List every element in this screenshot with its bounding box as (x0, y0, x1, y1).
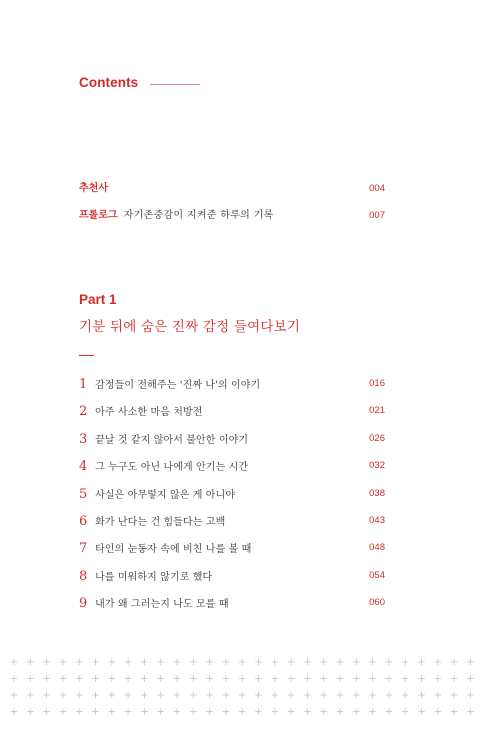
plus-icon (60, 708, 66, 714)
plus-icon (190, 675, 196, 681)
chapter-number: 3 (79, 431, 88, 447)
chapter-item[interactable] (79, 593, 385, 620)
plus-icon (92, 692, 98, 698)
plus-icon (321, 659, 327, 665)
plus-icon (43, 692, 49, 698)
plus-icon (239, 692, 245, 698)
chapter-title: 감정들이 전해주는 '진짜 나'의 이야기 (95, 380, 261, 391)
plus-icon (418, 659, 424, 665)
plus-icon (321, 675, 327, 681)
chapter-title: 나를 미워하지 않기로 했다 (95, 571, 213, 583)
chapter-title: 화가 난다는 건 힘들다는 고백 (95, 516, 226, 528)
plus-icon (60, 675, 66, 681)
chapter-title: 아주 사소한 마음 처방전 (95, 407, 203, 419)
front-matter-label: 프롤로그 (79, 210, 118, 221)
plus-icon (11, 692, 17, 698)
plus-icon (239, 659, 245, 665)
plus-icon (321, 708, 327, 714)
plus-icon (288, 659, 294, 665)
plus-icon (402, 675, 408, 681)
plus-icon (174, 675, 180, 681)
front-matter-page: 004 (369, 183, 385, 194)
plus-icon (386, 708, 392, 714)
plus-icon (125, 675, 131, 681)
plus-icon (402, 708, 408, 714)
plus-icon (467, 692, 473, 698)
chapter-item[interactable] (79, 429, 385, 456)
chapter-number: 8 (79, 568, 88, 584)
plus-icon (272, 692, 278, 698)
plus-icon (109, 659, 115, 665)
plus-icon (92, 708, 98, 714)
plus-icon (272, 675, 278, 681)
plus-icon (92, 675, 98, 681)
plus-icon (109, 708, 115, 714)
chapter-title: 내가 왜 그러는지 나도 모를 때 (95, 599, 229, 611)
plus-icon (288, 692, 294, 698)
chapter-item[interactable] (79, 566, 385, 593)
plus-icon (435, 708, 441, 714)
plus-icon (27, 675, 33, 681)
contents-title: Contents (79, 75, 139, 90)
chapter-number: 2 (79, 404, 88, 420)
plus-icon (223, 708, 229, 714)
chapter-number: 6 (79, 513, 88, 529)
front-matter-label: 추천사 (79, 183, 108, 194)
plus-icon (109, 675, 115, 681)
chapter-page: 054 (369, 569, 385, 581)
plus-icon (304, 692, 310, 698)
plus-icon (11, 659, 17, 665)
chapter-list (79, 374, 385, 621)
plus-icon (369, 675, 375, 681)
plus-icon (386, 692, 392, 698)
plus-icon (174, 692, 180, 698)
chapter-page: 038 (369, 487, 385, 499)
plus-icon (190, 659, 196, 665)
plus-icon (206, 692, 212, 698)
plus-icon (43, 675, 49, 681)
plus-icon (239, 675, 245, 681)
plus-icon (27, 708, 33, 714)
plus-icon (206, 675, 212, 681)
plus-icon (43, 708, 49, 714)
chapter-item[interactable] (79, 401, 385, 428)
plus-icon (386, 659, 392, 665)
plus-icon (76, 708, 82, 714)
chapter-page: 021 (369, 405, 385, 417)
plus-icon (418, 708, 424, 714)
plus-icon (141, 659, 147, 665)
plus-icon (158, 659, 164, 665)
part-title: 기분 뒤에 숨은 진짜 감정 들여다보기 (79, 319, 301, 335)
plus-icon (174, 659, 180, 665)
plus-icon (141, 708, 147, 714)
plus-icon (337, 675, 343, 681)
plus-icon (337, 659, 343, 665)
chapter-page: 032 (369, 460, 385, 472)
plus-icon (27, 692, 33, 698)
plus-icon (92, 659, 98, 665)
part-divider (79, 355, 94, 356)
plus-icon (76, 659, 82, 665)
plus-icon (223, 692, 229, 698)
plus-icon (27, 659, 33, 665)
chapter-page: 048 (369, 542, 385, 554)
plus-icon (255, 708, 261, 714)
plus-icon (288, 708, 294, 714)
chapter-page: 060 (369, 597, 385, 609)
plus-icon (255, 692, 261, 698)
plus-icon (174, 708, 180, 714)
contents-divider (150, 84, 200, 85)
plus-icon (337, 708, 343, 714)
chapter-title: 끝날 것 같지 않아서 불안한 이야기 (95, 434, 249, 446)
chapter-item[interactable] (79, 538, 385, 565)
chapter-number: 9 (79, 596, 88, 612)
chapter-page: 043 (369, 514, 385, 526)
plus-icon (272, 708, 278, 714)
plus-icon (288, 675, 294, 681)
plus-icon (467, 659, 473, 665)
plus-icon (109, 692, 115, 698)
plus-icon (239, 708, 245, 714)
chapter-title: 사실은 아무렇지 않은 게 아니야 (95, 489, 236, 501)
plus-icon (11, 675, 17, 681)
front-matter-page: 007 (369, 210, 385, 221)
plus-icon (206, 708, 212, 714)
plus-icon (418, 692, 424, 698)
plus-icon (125, 659, 131, 665)
plus-icon (467, 708, 473, 714)
chapter-item[interactable] (79, 484, 385, 511)
part-label: Part 1 (79, 292, 117, 307)
plus-icon (451, 708, 457, 714)
chapter-item[interactable] (79, 374, 385, 401)
plus-icon (190, 692, 196, 698)
plus-icon (451, 675, 457, 681)
plus-icon (60, 659, 66, 665)
chapter-number: 4 (79, 459, 88, 475)
plus-icon (435, 659, 441, 665)
chapter-title: 그 누구도 아닌 나에게 안기는 시간 (95, 462, 249, 474)
chapter-page: 026 (369, 432, 385, 444)
plus-pattern-decoration (0, 654, 500, 720)
front-matter-recommendation[interactable] (79, 181, 385, 197)
plus-icon (255, 675, 261, 681)
plus-icon (304, 675, 310, 681)
plus-icon (125, 692, 131, 698)
plus-icon (386, 675, 392, 681)
plus-icon (158, 675, 164, 681)
plus-icon (76, 692, 82, 698)
front-matter-text: 자기존중감이 지켜준 하루의 기록 (123, 210, 274, 221)
chapter-number: 7 (79, 541, 88, 557)
plus-icon (60, 692, 66, 698)
chapter-item[interactable] (79, 456, 385, 483)
plus-icon (467, 675, 473, 681)
plus-icon (223, 675, 229, 681)
plus-icon (337, 692, 343, 698)
plus-icon (255, 659, 261, 665)
plus-icon (369, 708, 375, 714)
plus-icon (304, 708, 310, 714)
chapter-number: 1 (79, 377, 88, 392)
plus-icon (141, 692, 147, 698)
plus-icon (369, 659, 375, 665)
plus-icon (304, 659, 310, 665)
plus-icon (158, 708, 164, 714)
plus-icon (353, 675, 359, 681)
front-matter-prologue[interactable] (79, 208, 385, 224)
chapter-number: 5 (79, 486, 88, 502)
chapter-title: 타인의 눈동자 속에 비친 나를 볼 때 (95, 544, 252, 556)
plus-icon (76, 675, 82, 681)
plus-icon (353, 659, 359, 665)
plus-icon (321, 692, 327, 698)
plus-icon (353, 692, 359, 698)
plus-icon (125, 708, 131, 714)
plus-icon (141, 675, 147, 681)
plus-icon (190, 708, 196, 714)
plus-icon (451, 692, 457, 698)
plus-icon (353, 708, 359, 714)
plus-icon (418, 675, 424, 681)
plus-icon (435, 692, 441, 698)
plus-icon (402, 659, 408, 665)
plus-icon (158, 692, 164, 698)
plus-icon (402, 692, 408, 698)
plus-icon (272, 659, 278, 665)
plus-icon (11, 708, 17, 714)
plus-icon (223, 659, 229, 665)
plus-icon (206, 659, 212, 665)
chapter-item[interactable] (79, 511, 385, 538)
plus-icon (43, 659, 49, 665)
plus-icon (451, 659, 457, 665)
chapter-page: 016 (369, 378, 385, 389)
plus-icon (435, 675, 441, 681)
plus-icon (369, 692, 375, 698)
